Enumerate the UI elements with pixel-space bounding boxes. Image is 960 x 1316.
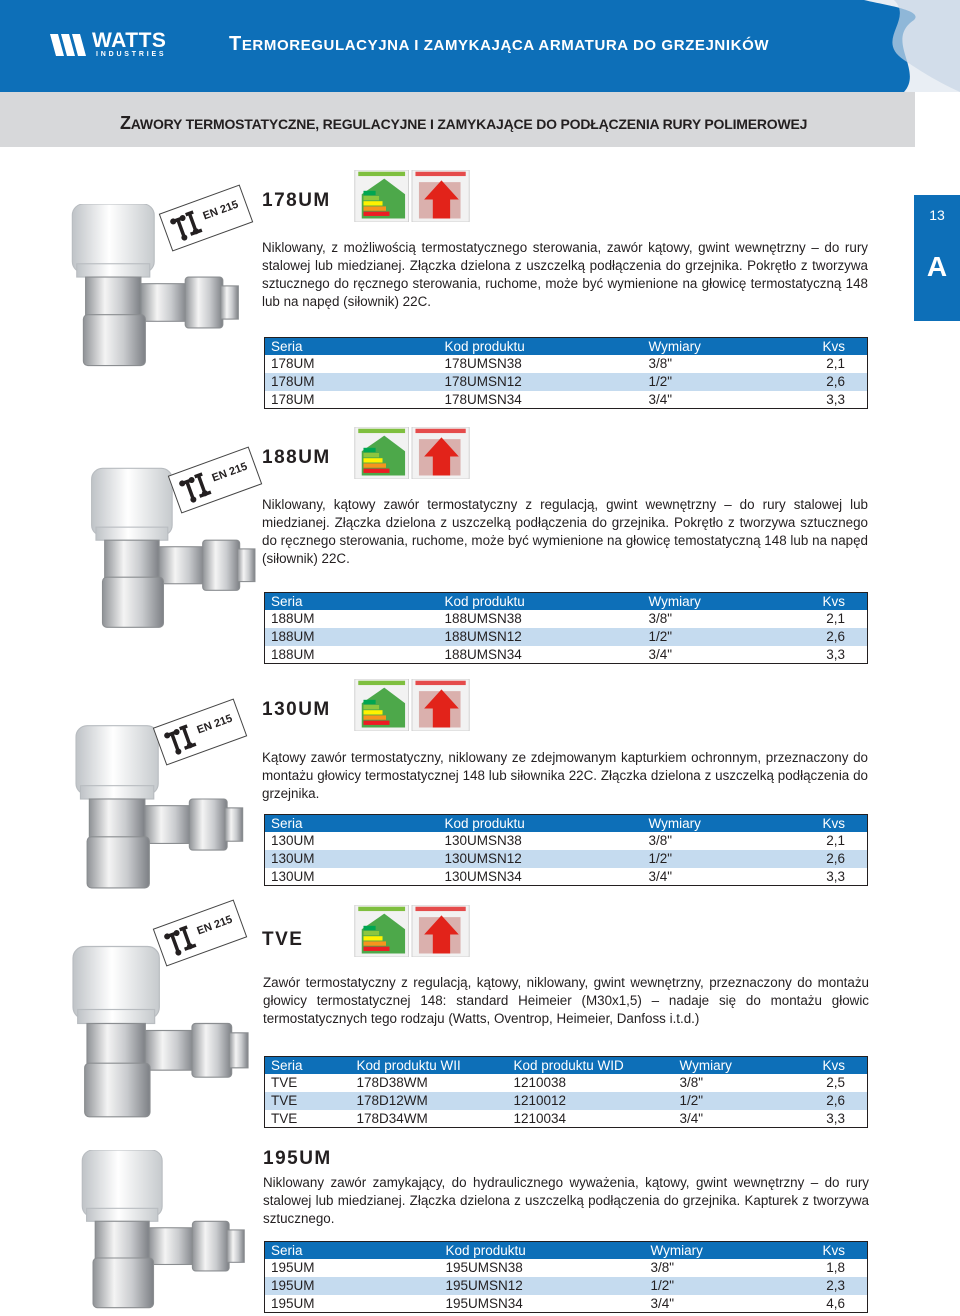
product-description: Niklowany, kątowy zawór termostatyczny z regulacją, gwint wewnętrzny – do rury stalowej lub miedzianej. Złączka dzielona z uszczelką podłączenia do grzejnika. Pokrętło z tworzywa sztucznego do ręcznego sterowania, ruchome, może być wymienione na głowicę temostatyczną 148 lub na napęd (siłownik) 22C. bbox=[262, 497, 868, 566]
section-subtitle: ZAWORY TERMOSTATYCZNE, REGULACYJNE I ZAMYKAJĄCE DO PODŁĄCZENIA RURY POLIMEROWEJ bbox=[120, 113, 808, 133]
en215-badge: EN 215 bbox=[153, 899, 247, 966]
table-header-row: Seria Kod produktu Wymiary Kvs bbox=[265, 593, 868, 610]
product-photo bbox=[56, 724, 256, 894]
spec-table bbox=[264, 814, 868, 886]
certification-icon bbox=[161, 922, 199, 960]
certification-icon bbox=[161, 721, 199, 759]
chapter-letter: A bbox=[926, 251, 948, 282]
header-band bbox=[0, 0, 960, 92]
certification-icon bbox=[167, 207, 205, 245]
product-title: TVE bbox=[262, 929, 304, 950]
watts-logo bbox=[48, 30, 166, 60]
table-row: TVE 178D12WM 1210012 1/2" 2,6 bbox=[265, 1092, 868, 1110]
energy-label-icons bbox=[346, 427, 478, 479]
en215-badge: EN 215 bbox=[168, 446, 262, 513]
table-row: 195UM 195UMSN12 1/2" 2,3 bbox=[265, 1277, 868, 1295]
en215-badge: EN 215 bbox=[153, 698, 247, 765]
spec-table bbox=[264, 337, 868, 409]
product-title: 130UM bbox=[262, 699, 331, 720]
product-description: Niklowany, z możliwością termostatycznego sterowania, zawór kątowy, gwint wewnętrzny – do rury stalowej lub miedzianej. Złączka dzielona z uszczelką podłączenia do grzejnika. Pokrętło z tworzywa sztucznego do ręcznego sterowania, ruchome, może być wymienione na głowicę termostatyczną 148 lub na napęd (siłownik) 22C. bbox=[262, 240, 868, 309]
page-title: TERMOREGULACYJNA I ZAMYKAJĄCA ARMATURA DO GRZEJNIKÓW bbox=[229, 33, 770, 55]
table-row: 188UM 188UMSN38 3/8" 2,1 bbox=[271, 611, 845, 626]
spec-table bbox=[264, 1056, 868, 1128]
product-photo bbox=[52, 944, 262, 1124]
product-description: Zawór termostatyczny z regulacją, kątowy, niklowany, gwint wewnętrzny, przeznaczony do montażu głowicy termostatycznej 148: standard Heimeier (M30x1,5) – nadaje się do montażu głowic termostatycznych tego rodzaju (Watts, Oventrop, Heimeier, Danfoss i.t.d.) bbox=[263, 975, 869, 1026]
certification-icon bbox=[176, 469, 214, 507]
table-header-row: Seria Kod produktu Wymiary Kvs bbox=[265, 338, 868, 355]
energy-label-icons bbox=[346, 679, 478, 731]
table-header-row: Seria Kod produktu Wymiary Kvs bbox=[265, 815, 868, 832]
energy-label-icons bbox=[346, 170, 478, 222]
product-photo bbox=[60, 1150, 260, 1312]
energy-label-icons bbox=[346, 905, 478, 957]
table-row: 188UM 188UMSN34 3/4" 3,3 bbox=[265, 646, 868, 664]
watts-logo-icon bbox=[48, 30, 90, 60]
product-description: Niklowany zawór zamykający, do hydraulicznego wyważenia, kątowy, gwint wewnętrzny – do rury stalowej lub miedzianej. Złączka dzielona z uszczelką podłączenia do grzejnika. Kapturek z tworzywa sztucznego. bbox=[263, 1175, 869, 1226]
table-row: 130UM 130UMSN34 3/4" 3,3 bbox=[265, 868, 868, 886]
table-row: TVE 178D34WM 1210034 3/4" 3,3 bbox=[265, 1110, 868, 1128]
table-row: 178UM 178UMSN34 3/4" 3,3 bbox=[265, 391, 868, 409]
product-title: 188UM bbox=[262, 447, 331, 468]
spec-table bbox=[264, 1241, 868, 1313]
en215-badge: EN 215 bbox=[159, 184, 253, 251]
header-wave-decoration bbox=[864, 0, 960, 92]
product-title: 195UM bbox=[263, 1148, 332, 1169]
table-row: 130UM 130UMSN38 3/8" 2,1 bbox=[271, 833, 845, 848]
table-row: TVE 178D38WM 1210038 3/8" 2,5 bbox=[271, 1075, 845, 1090]
table-row: 195UM 195UMSN34 3/4" 4,6 bbox=[265, 1295, 868, 1313]
logo-wordmark: WATTS bbox=[92, 29, 167, 52]
table-row: 195UM 195UMSN38 3/8" 1,8 bbox=[271, 1260, 845, 1275]
logo-subtext: INDUSTRIES bbox=[96, 51, 167, 58]
table-row: 188UM 188UMSN12 1/2" 2,6 bbox=[265, 628, 868, 646]
product-title: 178UM bbox=[262, 190, 331, 211]
chapter-tab bbox=[914, 195, 960, 321]
table-row: 178UM 178UMSN12 1/2" 2,6 bbox=[265, 373, 868, 391]
table-row: 178UM 178UMSN38 3/8" 2,1 bbox=[271, 356, 845, 371]
table-header-row: Seria Kod produktu WII Kod produktu WID Wymiary Kvs bbox=[265, 1057, 868, 1074]
spec-table bbox=[264, 592, 868, 664]
table-header-row: Seria Kod produktu Wymiary Kvs bbox=[265, 1242, 868, 1259]
table-row: 130UM 130UMSN12 1/2" 2,6 bbox=[265, 850, 868, 868]
product-description: Kątowy zawór termostatyczny, niklowany ze zdejmowanym kapturkiem ochronnym, przeznaczony do montażu głowicy termostatycznej 148 lub siłownika 22C. Złączka dzielona z uszczelką podłączenia do grzejnika. bbox=[262, 750, 868, 801]
page-number: 13 bbox=[929, 207, 945, 223]
